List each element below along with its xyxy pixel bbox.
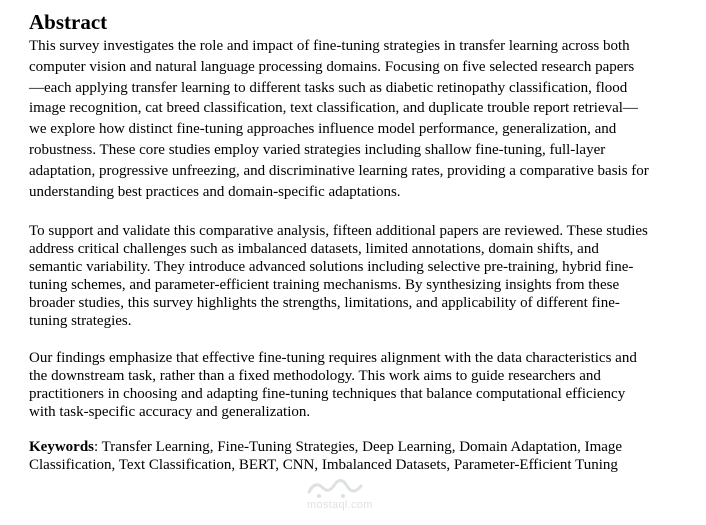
mostaql-watermark-text: mostaql.com <box>307 499 373 511</box>
abstract-paragraph-1: This survey investigates the role and impact of fine-tuning strategies in transfer learning across both computer vision and natural language processing domains. Focusing on five selected research papers—each applying transfer learning to different tasks such as diabetic retinopathy classification, flood image recognition, cat breed classification, text classification, and duplicate trouble report retrieval—we explore how distinct fine-tuning approaches influence model performance, generalization, and robustness. These core studies employ varied strategies including shallow fine-tuning, full-layer adaptation, progressive unfreezing, and discriminative learning rates, providing a comparative basis for understanding best practices and domain-specific adaptations. <box>29 38 649 200</box>
abstract-paragraph-2: To support and validate this comparative analysis, fifteen additional papers are reviewed. These studies address critical challenges such as imbalanced datasets, limited annotations, domain shifts, and semantic variability. They introduce advanced solutions including selective pre-training, hybrid fine-tuning schemes, and parameter-efficient training mechanisms. By synthesizing insights from these broader studies, this survey highlights the strengths, limitations, and applicability of different fine-tuning strategies. <box>29 223 648 330</box>
keywords-line <box>29 438 649 474</box>
keywords-label: Keywords <box>29 439 94 456</box>
abstract-heading: Abstract <box>29 10 108 34</box>
keywords-text: : Transfer Learning, Fine-Tuning Strategies, Deep Learning, Domain Adaptation, Image Classification, Text Classification, BERT, CNN, Imbalanced Datasets, Parameter-Efficient Tuning <box>29 439 623 474</box>
abstract-section <box>29 10 649 489</box>
abstract-paragraph-3: Our findings emphasize that effective fine-tuning requires alignment with the data characteristics and the downstream task, rather than a fixed methodology. This work aims to guide researchers and practitioners in choosing and adapting fine-tuning techniques that balance computational efficiency with task-specific accuracy and generalization. <box>29 350 637 421</box>
